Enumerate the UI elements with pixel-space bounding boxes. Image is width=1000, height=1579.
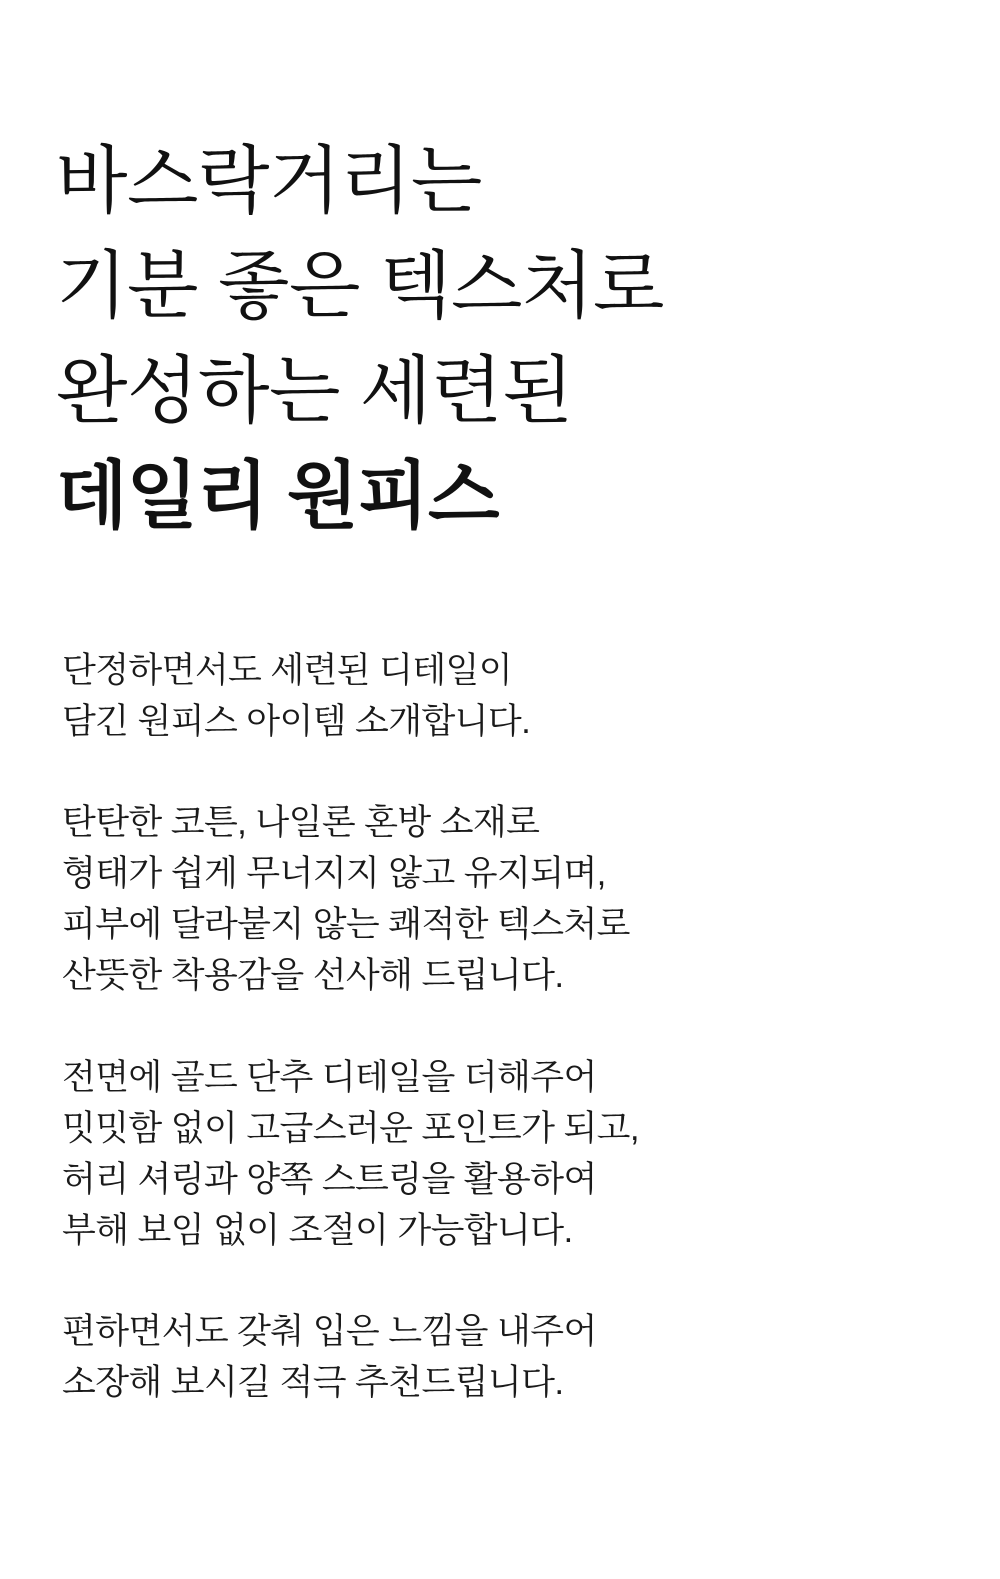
paragraph-2-line-2: 형태가 쉽게 무너지지 않고 유지되며, xyxy=(62,854,606,894)
headline-line-4-emphasis: 데일리 원피스 xyxy=(56,454,499,538)
paragraph-1-line-2: 담긴 원피스 아이템 소개합니다. xyxy=(62,702,531,742)
paragraph-4-line-1: 편하면서도 갖춰 입은 느낌을 내주어 xyxy=(62,1311,597,1351)
paragraph-3-line-4: 부해 보임 없이 조절이 가능합니다. xyxy=(62,1210,573,1250)
paragraph-2 xyxy=(62,797,962,1001)
paragraph-1-line-1: 단정하면서도 세련된 디테일이 xyxy=(62,651,512,690)
body-copy-block xyxy=(62,645,962,1408)
paragraph-2-line-1: 탄탄한 코튼, 나일론 혼방 소재로 xyxy=(62,803,540,843)
paragraph-4-line-2: 소장해 보시길 적극 추천드립니다. xyxy=(62,1363,564,1403)
paragraph-3-line-2: 밋밋함 없이 고급스러운 포인트가 되고, xyxy=(62,1108,639,1148)
headline-block xyxy=(56,128,936,548)
headline-line-3: 완성하는 세련된 xyxy=(56,349,573,433)
paragraph-4 xyxy=(62,1306,962,1408)
paragraph-3-line-3: 허리 셔링과 양쪽 스트링을 활용하여 xyxy=(62,1159,597,1199)
paragraph-2-line-3: 피부에 달라붙지 않는 쾌적한 텍스처로 xyxy=(62,905,630,945)
headline-line-2: 기분 좋은 텍스처로 xyxy=(56,244,664,328)
paragraph-3-line-1: 전면에 골드 단추 디테일을 더해주어 xyxy=(62,1057,597,1097)
paragraph-3 xyxy=(62,1052,962,1256)
headline-line-1: 바스락거리는 xyxy=(56,139,482,222)
paragraph-2-line-4: 산뜻한 착용감을 선사해 드립니다. xyxy=(62,956,564,996)
paragraph-1 xyxy=(62,645,962,747)
